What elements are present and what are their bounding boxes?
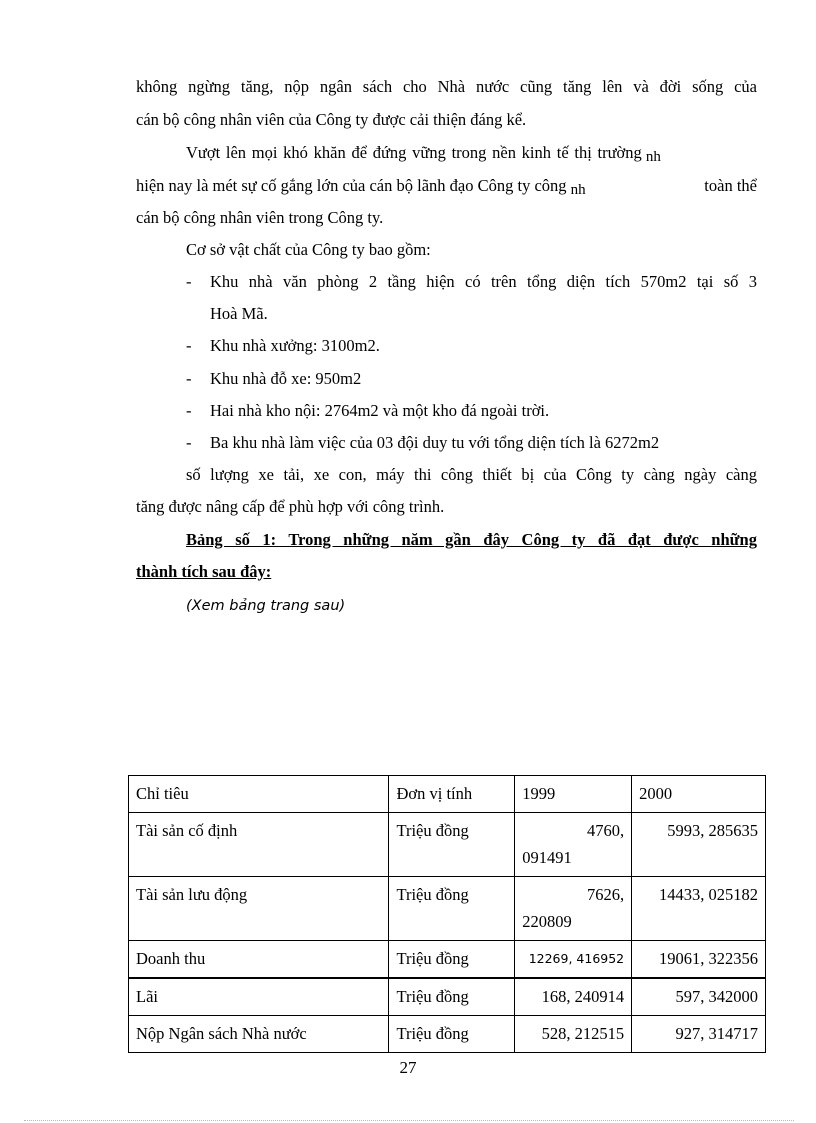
bullet-text: Khu nhà văn phòng 2 tầng hiện có trên tổng diện tích 570m2 tại số 3 [210,272,757,291]
paragraph-line: cán bộ công nhân viên trong Công ty. [136,208,384,227]
page-number: 27 [399,1058,417,1077]
table-cell-value: 5993, 285635 [632,813,766,877]
table-cell-value: 528, 212515 [515,1016,632,1053]
table-cell-unit: Triệu đồng [389,941,515,979]
text: hiện nay là mét sự cố gắng lớn của cán bộ lãnh đạo Công ty công [136,176,567,195]
table-cell-value: 927, 314717 [632,1016,766,1053]
table-heading: Bảng số 1: Trong những năm gần đây Công ty đã đạt được những [186,530,757,549]
table-row [129,813,766,877]
table-cell-label: Tài sản cố định [129,813,389,877]
bullet-text: Khu nhà đỗ xe: 950m2 [210,369,362,388]
table-header-cell: 1999 [515,776,632,813]
table-cell-label: Nộp Ngân sách Nhà nước [129,1016,389,1053]
bullet-text: Ba khu nhà làm việc của 03 đội duy tu với tổng diện tích là 6272m2 [210,433,660,452]
paragraph-line: tăng được nâng cấp để phù hợp với công trình. [136,497,445,516]
subscript-text: nh [645,149,661,165]
paragraph-line: Cơ sở vật chất của Công ty bao gồm: [186,240,431,259]
table-row [129,877,766,941]
text: Vượt lên mọi khó khăn để đứng vững trong nền kinh tế thị trường [186,143,642,162]
table-heading: thành tích sau đây: [136,562,272,581]
achievements-table [128,775,766,1053]
text: toàn thể [704,176,757,195]
table-cell-label: Tài sản lưu động [129,877,389,941]
bullet-marker: - [186,401,192,420]
table-cell-value: 19061, 322356 [632,941,766,979]
table-cell-unit: Triệu đồng [389,1016,515,1053]
bullet-text: Khu nhà xưởng: 3100m2. [210,336,380,355]
paragraph-line: cán bộ công nhân viên của Công ty được cải thiện đáng kể. [136,110,527,129]
table-row [129,978,766,1016]
table-header-row [129,776,766,813]
table-cell-unit: Triệu đồng [389,877,515,941]
table-cell-value: 12269, 416952 [515,941,632,979]
subscript-text: nh [570,182,586,198]
value-part: 220809 [522,912,572,931]
table-cell-label: Lãi [129,978,389,1016]
bullet-text: Hoà Mã. [210,304,268,323]
table-row [129,941,766,979]
table-cell-value: 597, 342000 [632,978,766,1016]
table-note: (Xem bảng trang sau) [186,598,346,614]
bullet-text: Hai nhà kho nội: 2764m2 và một kho đá ngoài trời. [210,401,550,420]
value-part: 091491 [522,848,572,867]
table-cell-unit: Triệu đồng [389,813,515,877]
paragraph-line: số lượng xe tải, xe con, máy thi công thiết bị của Công ty càng ngày càng [186,465,757,484]
table-cell-value [515,877,632,941]
page-divider [24,1120,794,1121]
paragraph-line: không ngừng tăng, nộp ngân sách cho Nhà nước cũng tăng lên và đời sống của [136,77,757,96]
table-cell-unit: Triệu đồng [389,978,515,1016]
table-row [129,1016,766,1053]
value-part: 4760, [587,821,625,840]
paragraph-line [136,176,757,197]
value-part: 7626, [587,885,625,904]
table-header-cell: Đơn vị tính [389,776,515,813]
paragraph-line [186,143,757,164]
table-header-cell: 2000 [632,776,766,813]
table-cell-value: 14433, 025182 [632,877,766,941]
bullet-marker: - [186,272,192,291]
table-cell-label: Doanh thu [129,941,389,979]
bullet-marker: - [186,433,192,452]
bullet-marker: - [186,369,192,388]
bullet-marker: - [186,336,192,355]
table-cell-value [515,813,632,877]
table-cell-value: 168, 240914 [515,978,632,1016]
table-header-cell: Chỉ tiêu [129,776,389,813]
